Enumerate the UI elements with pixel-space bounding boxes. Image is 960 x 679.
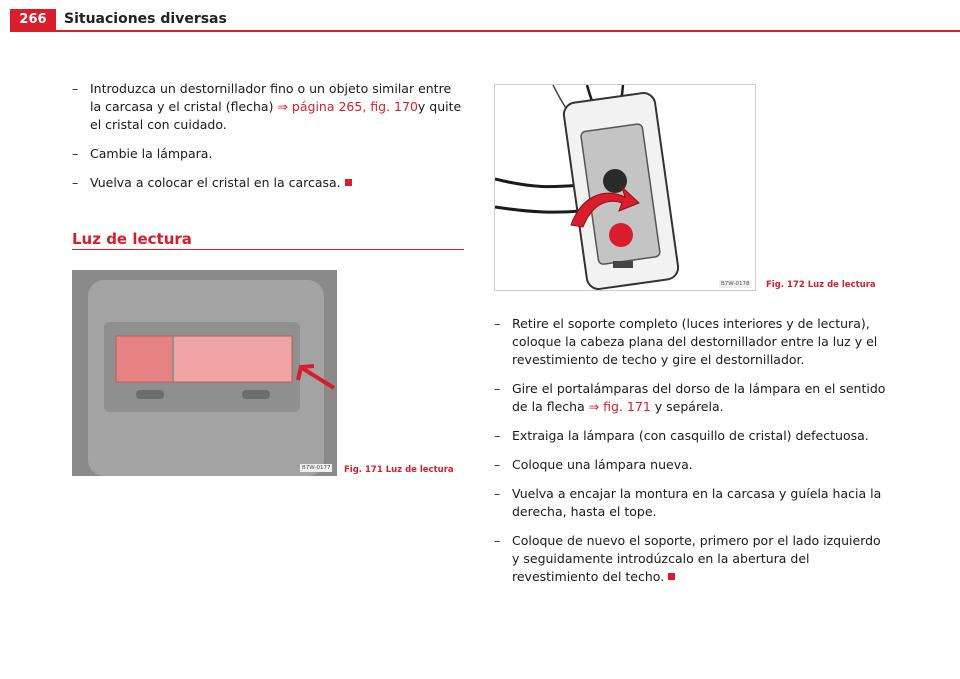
step-dash: – [72,146,79,161]
header-rule [10,30,960,32]
lamp-holder-illustration [495,85,755,290]
step-item [494,380,886,416]
step-text: Gire el portalámparas del dorso de la lámpara en el sentido de la flecha [512,381,886,414]
section-rule [72,249,464,250]
step-dash: – [72,175,79,190]
figure-code: B7W-0177 [302,465,331,471]
step-item [494,427,886,445]
step-text: Extraiga la lámpara (con casquillo de cristal) defectuosa. [512,428,869,443]
figure-171 [72,270,337,476]
figure-171-caption: Fig. 171 Luz de lectura [344,465,454,475]
end-of-section-icon [668,573,675,580]
step-item [494,456,886,474]
page-header [0,0,960,32]
step-text: Vuelva a colocar el cristal en la carcasa. [90,175,341,190]
figure-ref-link[interactable]: fig. 171 [603,399,651,414]
arrow-glyph: ⇒ [588,399,600,414]
step-text: Cambie la lámpara. [90,146,213,161]
step-dash: – [494,533,501,548]
step-item [72,145,464,163]
right-column [494,315,886,597]
step-item [494,485,886,521]
reading-light-illustration [72,270,337,476]
step-item [72,80,464,134]
step-dash: – [72,81,79,96]
section-title: Luz de lectura [72,230,192,248]
step-dash: – [494,486,501,501]
step-dash: – [494,381,501,396]
step-dash: – [494,428,501,443]
step-text: y quite el cristal con cuidado. [90,99,462,132]
end-of-section-icon [345,179,352,186]
step-dash: – [494,316,501,331]
page-ref-link[interactable]: página 265, fig. 170 [291,99,418,114]
arrow-glyph: ⇒ [277,99,288,114]
step-text: y sepárela. [650,399,724,414]
figure-172 [494,84,756,291]
step-dash: – [494,457,501,472]
step-text: Vuelva a encajar la montura en la carcasa y guíela hacia la derecha, hasta el tope. [512,486,882,519]
step-text: Introduzca un destornillador fino o un objeto similar entre la carcasa y el cristal (flecha) [90,81,452,114]
step-item [494,532,886,586]
left-column [72,80,464,203]
page-number: 266 [10,9,56,31]
step-item [72,174,464,192]
step-item [494,315,886,369]
step-text: Coloque una lámpara nueva. [512,457,693,472]
step-text: Retire el soporte completo (luces interiores y de lectura), coloque la cabeza plana del destornillador entre la luz y el revestimiento de techo y gire el destornillador. [512,316,878,367]
figure-172-caption: Fig. 172 Luz de lectura [766,280,876,290]
figure-code: B7W-0178 [721,281,750,287]
step-text: Coloque de nuevo el soporte, primero por el lado izquierdo y seguidamente introdúzcalo en la abertura del revestimiento del techo. [512,533,881,584]
chapter-title: Situaciones diversas [64,11,227,27]
